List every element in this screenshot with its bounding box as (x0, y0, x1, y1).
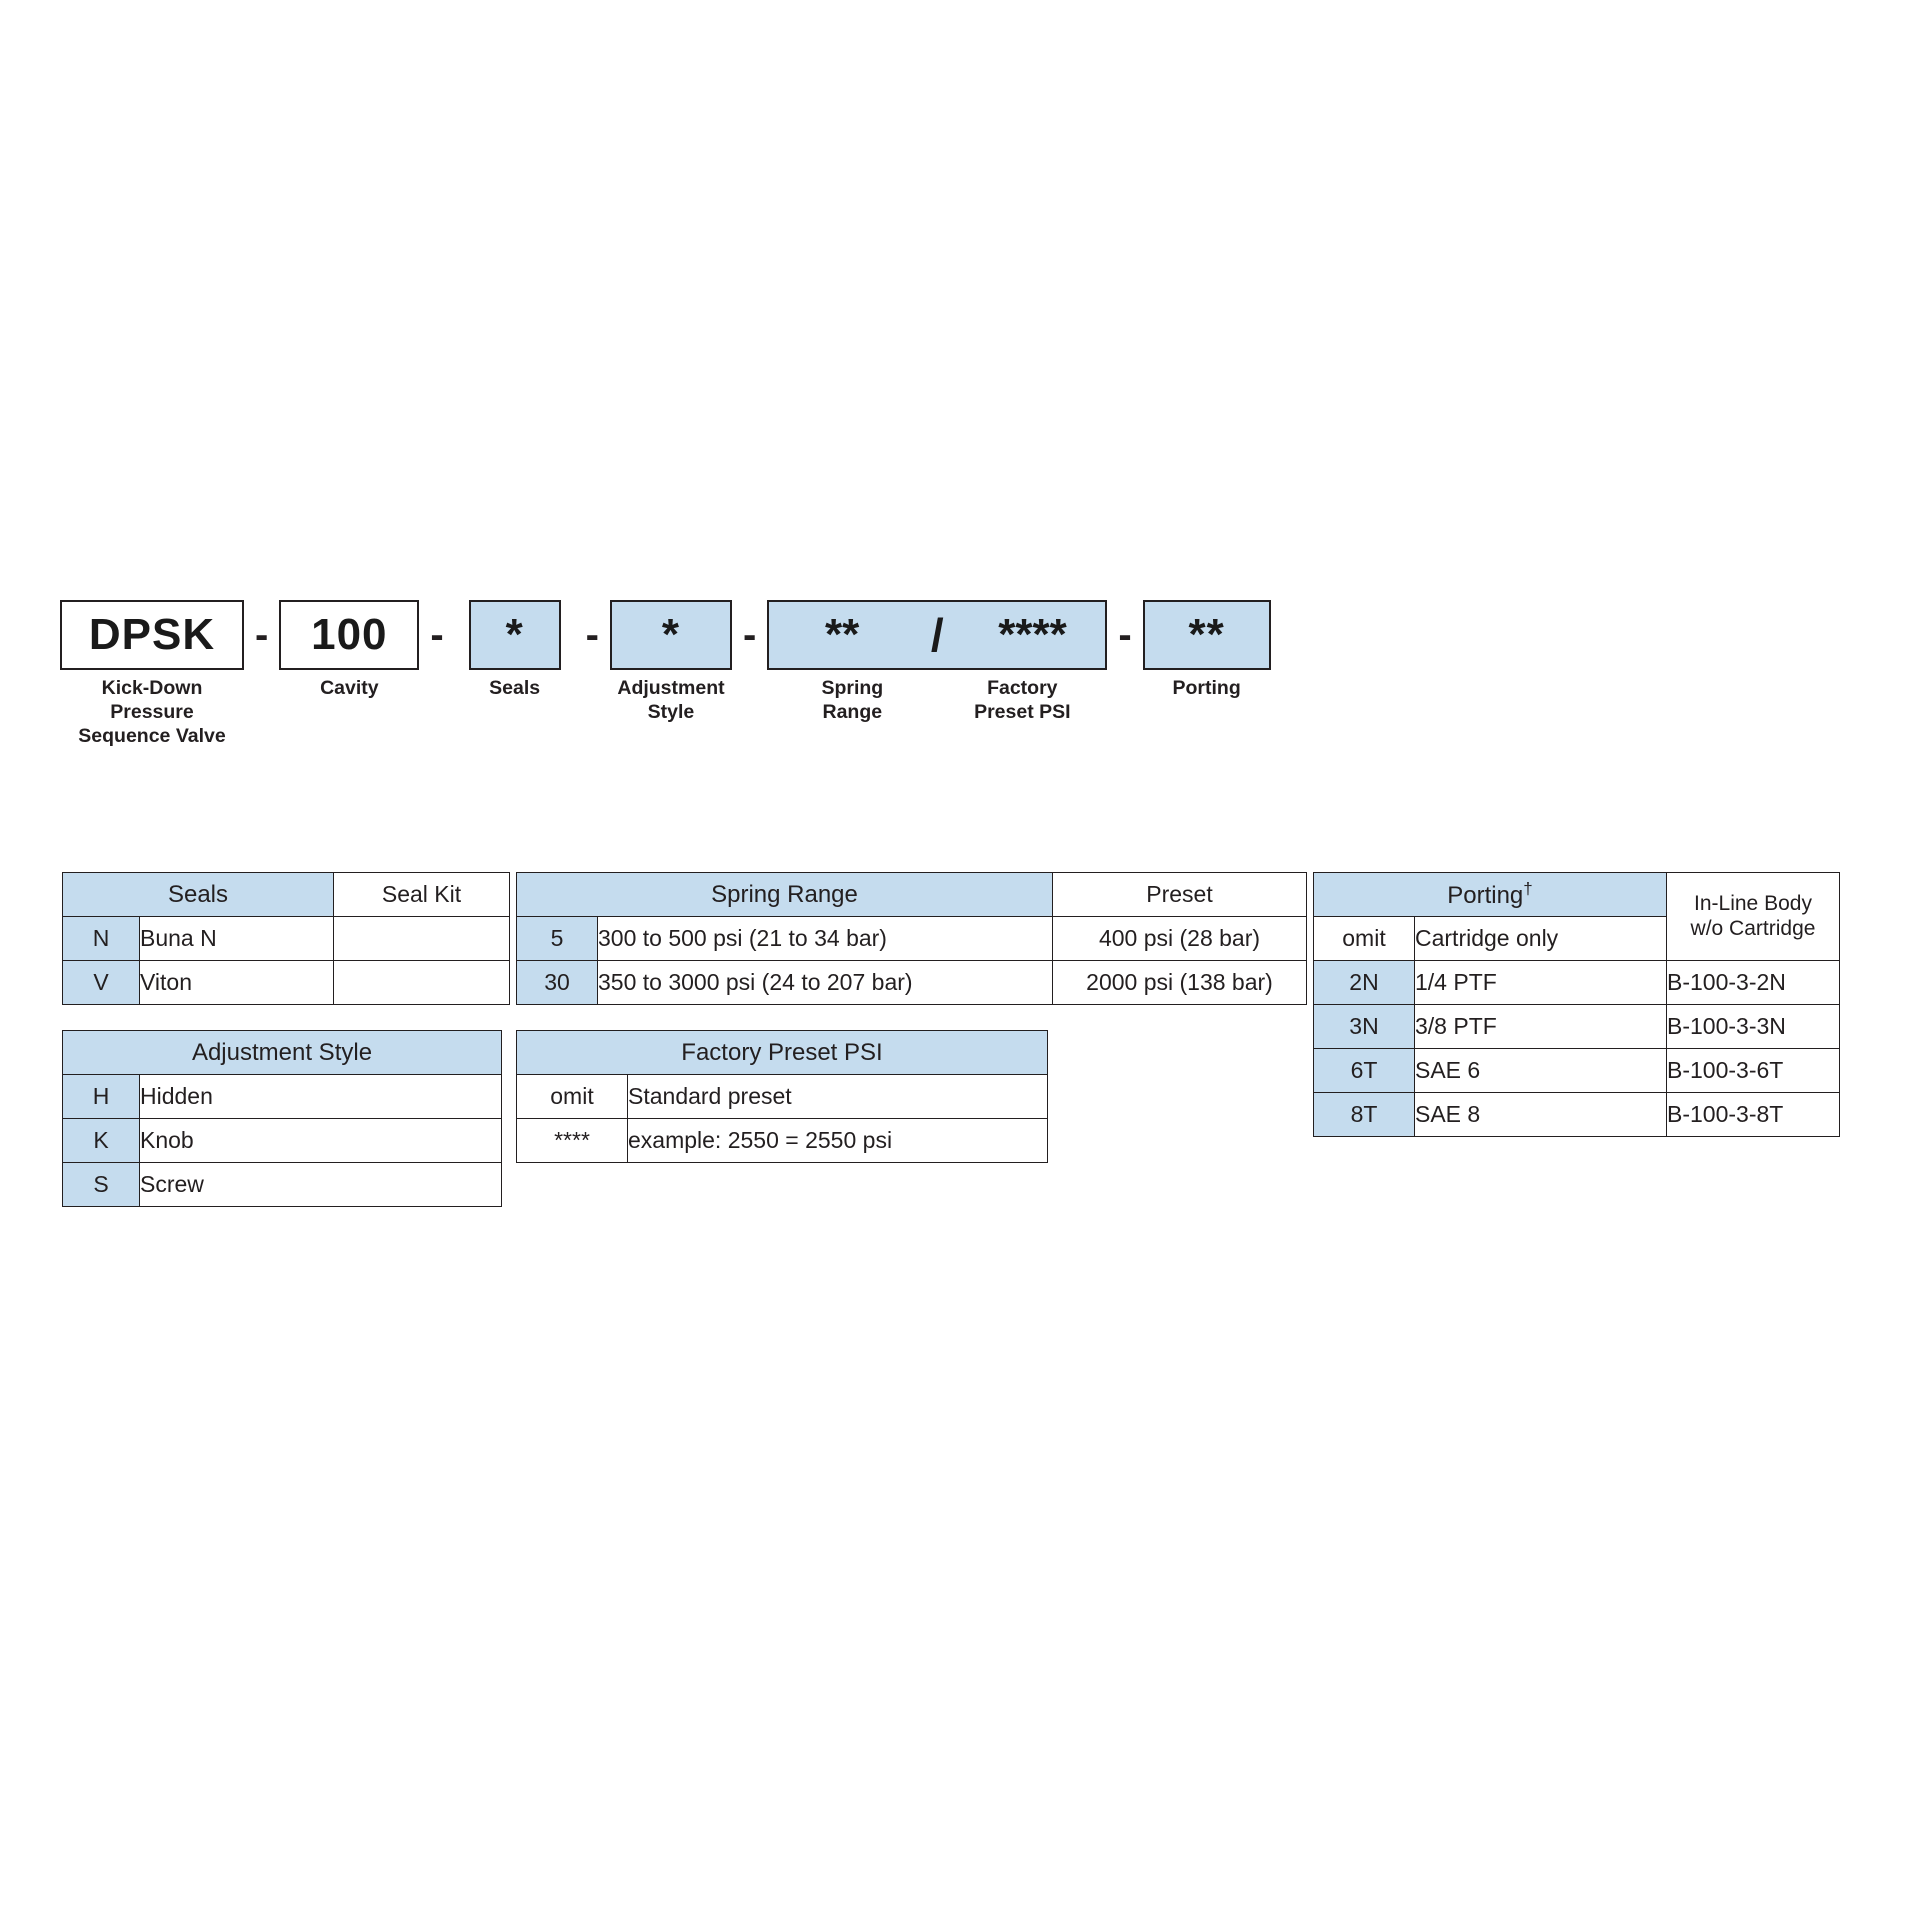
porting-description: SAE 8 (1415, 1093, 1667, 1137)
preset-header: Preset (1053, 873, 1307, 917)
model-code-builder (60, 600, 1271, 748)
code-value-spring-range: ** (824, 610, 860, 659)
seal-kit-header: Seal Kit (334, 873, 510, 917)
porting-code: 6T (1314, 1049, 1415, 1093)
seals-table (62, 872, 510, 1005)
code-caption-adjustment: Adjustment Style (617, 677, 725, 723)
adjustment-description: Screw (140, 1163, 502, 1207)
table-header-row (63, 1031, 502, 1075)
inline-body-part-number: B-100-3-6T (1667, 1049, 1840, 1093)
table-header-row (517, 1031, 1048, 1075)
code-caption-seals: Seals (489, 677, 541, 699)
inline-body-header: In-Line Body w/o Cartridge (1667, 873, 1840, 961)
code-segment-prefix (60, 600, 244, 748)
seals-header: Seals (63, 873, 334, 917)
factory-preset-description: example: 2550 = 2550 psi (628, 1119, 1048, 1163)
table-row (1314, 1093, 1840, 1137)
porting-header: Porting† (1314, 873, 1667, 917)
porting-description: SAE 6 (1415, 1049, 1667, 1093)
code-caption-factory-preset: Factory Preset PSI (974, 677, 1071, 723)
table-row (517, 1119, 1048, 1163)
factory-preset-code: **** (517, 1119, 628, 1163)
adjustment-code: S (63, 1163, 140, 1207)
factory-preset-description: Standard preset (628, 1075, 1048, 1119)
code-box-spring-preset (767, 600, 1107, 670)
factory-preset-table (516, 1030, 1048, 1163)
table-row (1314, 1049, 1840, 1093)
code-segment-seals (455, 600, 575, 701)
seals-description: Buna N (140, 917, 334, 961)
seals-description: Viton (140, 961, 334, 1005)
porting-description: 3/8 PTF (1415, 1005, 1667, 1049)
porting-code: 8T (1314, 1093, 1415, 1137)
code-caption-prefix: Kick-Down Pressure Sequence Valve (78, 677, 226, 747)
spring-range-table (516, 872, 1307, 1005)
spring-range-code: 5 (517, 917, 598, 961)
code-caption-spring-range: Spring Range (821, 677, 884, 723)
code-segment-cavity (279, 600, 419, 701)
table-row (1314, 1005, 1840, 1049)
inline-body-part-number: B-100-3-8T (1667, 1093, 1840, 1137)
porting-code: 3N (1314, 1005, 1415, 1049)
adjustment-description: Knob (140, 1119, 502, 1163)
adjustment-style-header: Adjustment Style (63, 1031, 502, 1075)
code-separator: - (585, 613, 599, 657)
spring-range-header: Spring Range (517, 873, 1053, 917)
porting-description: Cartridge only (1415, 917, 1667, 961)
code-box-seals: * (469, 600, 561, 670)
table-row (1314, 961, 1840, 1005)
inline-body-part-number: B-100-3-2N (1667, 961, 1840, 1005)
adjustment-description: Hidden (140, 1075, 502, 1119)
porting-code: omit (1314, 917, 1415, 961)
table-row (517, 961, 1307, 1005)
code-segment-porting (1143, 600, 1271, 701)
factory-preset-header: Factory Preset PSI (517, 1031, 1048, 1075)
table-header-row (1314, 873, 1840, 917)
spring-range-code: 30 (517, 961, 598, 1005)
spring-range-preset: 400 psi (28 bar) (1053, 917, 1307, 961)
porting-code: 2N (1314, 961, 1415, 1005)
seals-code: N (63, 917, 140, 961)
code-separator: - (1118, 613, 1132, 657)
table-row (63, 917, 510, 961)
spring-range-description: 350 to 3000 psi (24 to 207 bar) (598, 961, 1053, 1005)
porting-table (1313, 872, 1840, 1137)
code-caption-cavity: Cavity (320, 677, 379, 699)
table-header-row (517, 873, 1307, 917)
table-row (63, 1075, 502, 1119)
code-box-cavity: 100 (279, 600, 419, 670)
adjustment-code: H (63, 1075, 140, 1119)
adjustment-code: K (63, 1119, 140, 1163)
spring-range-preset: 2000 psi (138 bar) (1053, 961, 1307, 1005)
inline-body-part-number: B-100-3-3N (1667, 1005, 1840, 1049)
code-segment-adjustment (610, 600, 732, 725)
code-separator: - (430, 613, 444, 657)
table-row (517, 917, 1307, 961)
seals-code: V (63, 961, 140, 1005)
code-box-adjustment: * (610, 600, 732, 670)
table-row (63, 1163, 502, 1207)
table-row (63, 961, 510, 1005)
spring-range-description: 300 to 500 psi (21 to 34 bar) (598, 917, 1053, 961)
code-segment-spring-preset (767, 600, 1107, 725)
code-box-prefix: DPSK (60, 600, 244, 670)
table-row (63, 1119, 502, 1163)
porting-description: 1/4 PTF (1415, 961, 1667, 1005)
code-box-porting: ** (1143, 600, 1271, 670)
adjustment-style-table (62, 1030, 502, 1207)
table-row (517, 1075, 1048, 1119)
code-separator: - (742, 613, 757, 657)
seal-kit-value (334, 917, 510, 961)
code-slash-separator: / (930, 609, 944, 661)
factory-preset-code: omit (517, 1075, 628, 1119)
code-separator: - (255, 613, 269, 657)
table-header-row (63, 873, 510, 917)
seal-kit-value (334, 961, 510, 1005)
code-caption-porting: Porting (1172, 677, 1241, 699)
code-value-factory-preset: **** (998, 610, 1067, 659)
